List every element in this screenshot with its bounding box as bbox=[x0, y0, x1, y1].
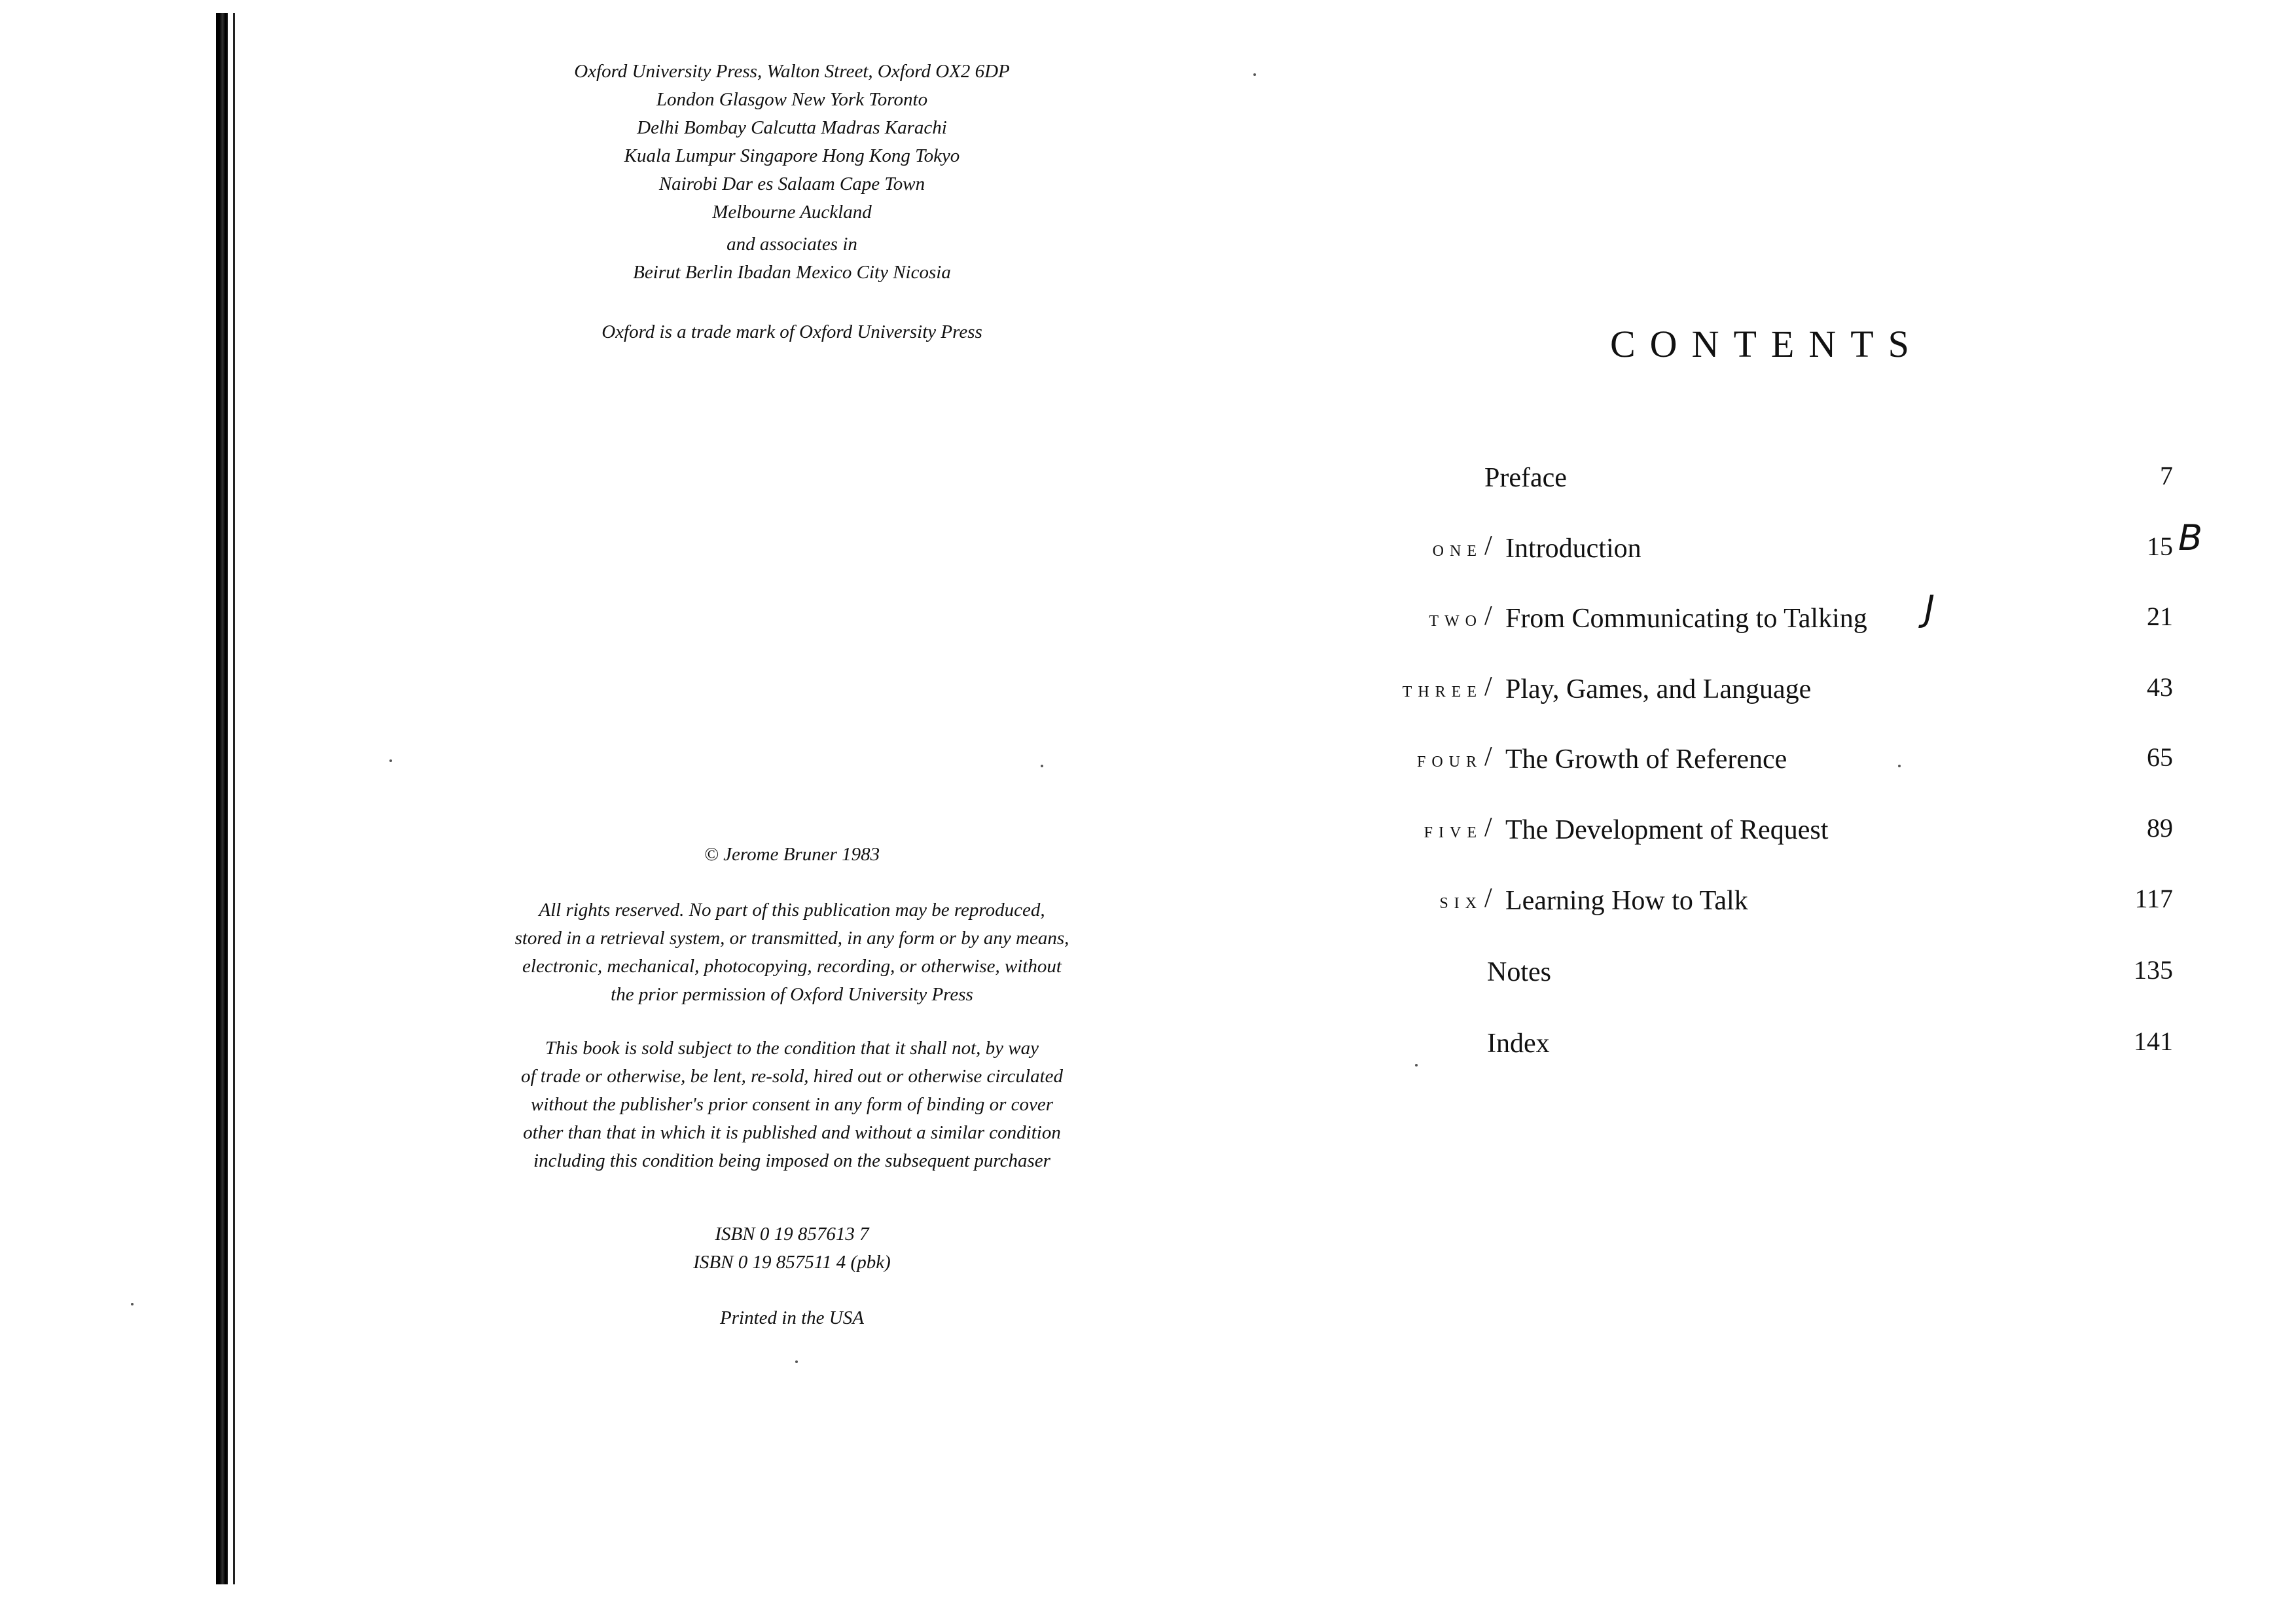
toc-chapter-number: FIVE bbox=[1424, 824, 1482, 841]
isbn-line: ISBN 0 19 857511 4 (pbk) bbox=[693, 1252, 891, 1273]
toc-entry-title: Play, Games, and Language bbox=[1505, 674, 1812, 704]
toc-chapter-number: THREE bbox=[1402, 684, 1482, 701]
toc-entry-page: 117 bbox=[2134, 884, 2173, 913]
condition-line: other than that in which it is published and without a similar condition bbox=[523, 1122, 1061, 1143]
toc-entry bbox=[1244, 529, 2173, 568]
sale-condition-notice bbox=[367, 1034, 1217, 1175]
toc-separator: / bbox=[1484, 812, 1492, 843]
toc-entry-page: 43 bbox=[2147, 672, 2173, 702]
isbn-block bbox=[367, 1220, 1217, 1277]
toc-separator: / bbox=[1484, 672, 1492, 702]
toc-entry-title: Index bbox=[1487, 1029, 1550, 1059]
toc-separator: / bbox=[1484, 883, 1492, 913]
rights-line: stored in a retrieval system, or transmitted, in any form or by any means, bbox=[514, 928, 1069, 949]
toc-entry bbox=[1244, 953, 2173, 992]
publisher-line: Beirut Berlin Ibadan Mexico City Nicosia bbox=[633, 262, 951, 283]
toc-entry-page: 89 bbox=[2147, 813, 2173, 843]
toc-entry-title: Preface bbox=[1484, 463, 1567, 493]
trademark-line: Oxford is a trade mark of Oxford University Press bbox=[601, 321, 982, 342]
printed-line: Printed in the USA bbox=[720, 1307, 864, 1328]
publisher-line: Delhi Bombay Calcutta Madras Karachi bbox=[637, 117, 947, 138]
toc-entry-page: 141 bbox=[2134, 1027, 2173, 1056]
scan-speck bbox=[1041, 765, 1043, 767]
isbn-line: ISBN 0 19 857613 7 bbox=[715, 1224, 869, 1245]
copyright-notice bbox=[367, 841, 1217, 869]
rights-line: the prior permission of Oxford University Press bbox=[611, 984, 973, 1005]
toc-chapter-number: FOUR bbox=[1416, 754, 1482, 771]
publisher-line: Oxford University Press, Walton Street, Oxford OX2 6DP bbox=[574, 61, 1010, 82]
scan-speck bbox=[131, 1303, 134, 1305]
condition-line: without the publisher's prior consent in any form of binding or cover bbox=[530, 1094, 1054, 1115]
toc-entry bbox=[1244, 740, 2173, 779]
printed-notice bbox=[367, 1304, 1217, 1332]
publisher-line: Kuala Lumpur Singapore Hong Kong Tokyo bbox=[624, 145, 960, 166]
condition-line: of trade or otherwise, be lent, re-sold, hired out or otherwise circulated bbox=[520, 1066, 1063, 1087]
book-spine-line bbox=[233, 13, 235, 1584]
publisher-line: London Glasgow New York Toronto bbox=[656, 89, 928, 110]
toc-entry bbox=[1244, 811, 2173, 850]
toc-entry-title: Learning How to Talk bbox=[1505, 886, 1748, 916]
publisher-line: Nairobi Dar es Salaam Cape Town bbox=[658, 173, 925, 194]
toc-entry-page: 135 bbox=[2134, 955, 2173, 985]
condition-line: This book is sold subject to the condition that it shall not, by way bbox=[545, 1038, 1039, 1059]
toc-chapter-number: SIX bbox=[1439, 895, 1482, 912]
scan-speck bbox=[389, 759, 392, 762]
toc-entry-title: From Communicating to Talking bbox=[1505, 604, 1867, 634]
rights-line: electronic, mechanical, photocopying, recording, or otherwise, without bbox=[522, 956, 1062, 977]
scan-speck bbox=[795, 1360, 798, 1363]
toc-entry-title: The Development of Request bbox=[1505, 815, 1829, 845]
toc-entry-title: Introduction bbox=[1505, 534, 1641, 564]
publisher-block bbox=[367, 58, 1217, 287]
toc-entry-page: 65 bbox=[2147, 742, 2173, 772]
scan-speck bbox=[1415, 1064, 1418, 1066]
toc-entry-title: Notes bbox=[1487, 957, 1551, 987]
toc-entry-page: 7 bbox=[2160, 461, 2173, 490]
scan-speck bbox=[1898, 765, 1901, 767]
toc-separator: / bbox=[1484, 601, 1492, 631]
toc-separator: / bbox=[1484, 531, 1492, 561]
publisher-line: Melbourne Auckland bbox=[712, 202, 872, 223]
rights-notice bbox=[367, 896, 1217, 1009]
copyright-page bbox=[367, 0, 1217, 1604]
rights-line: All rights reserved. No part of this publication may be reproduced, bbox=[539, 900, 1045, 920]
publisher-line: and associates in bbox=[726, 234, 857, 255]
handwritten-mark: B bbox=[2178, 517, 2203, 558]
trademark-notice bbox=[367, 318, 1217, 346]
contents-page bbox=[1244, 0, 2296, 1604]
contents-heading: CONTENTS bbox=[1610, 323, 1924, 365]
toc-entry bbox=[1244, 599, 2173, 638]
toc-entry-page: 15 bbox=[2147, 532, 2173, 561]
copyright-line: © Jerome Bruner 1983 bbox=[704, 844, 880, 865]
scan-speck bbox=[1253, 73, 1256, 76]
toc-chapter-number: TWO bbox=[1429, 613, 1482, 630]
toc-entry bbox=[1244, 670, 2173, 709]
toc-entry bbox=[1244, 458, 2173, 498]
book-spine-shadow bbox=[216, 13, 228, 1584]
toc-chapter-number: ONE bbox=[1432, 543, 1482, 560]
toc-entry bbox=[1244, 1024, 2173, 1063]
toc-separator: / bbox=[1484, 742, 1492, 772]
toc-entry-title: The Growth of Reference bbox=[1505, 744, 1787, 775]
condition-line: including this condition being imposed on the subsequent purchaser bbox=[533, 1150, 1050, 1171]
toc-entry bbox=[1244, 881, 2173, 920]
toc-entry-page: 21 bbox=[2147, 602, 2173, 631]
handwritten-mark: J bbox=[1924, 588, 1935, 629]
